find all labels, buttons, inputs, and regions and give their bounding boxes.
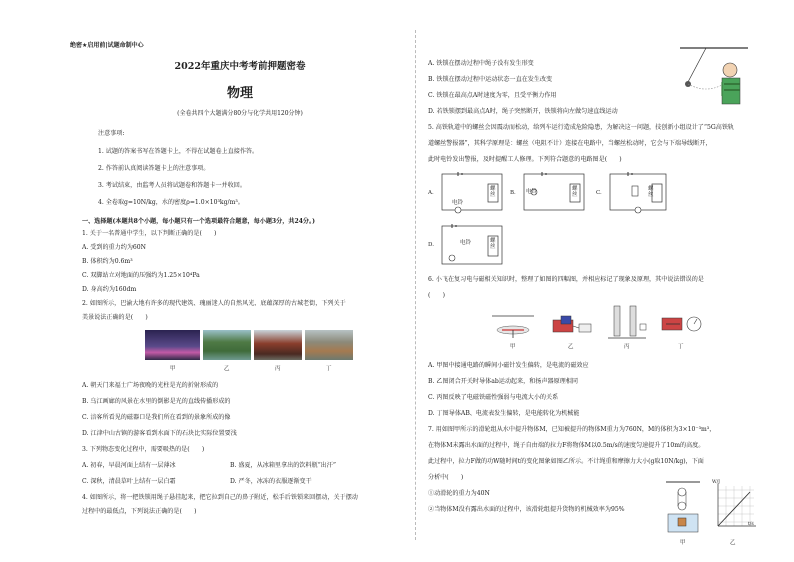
screw-label: 螺丝 [648,186,654,199]
instruction-item: 2. 作答前认真阅读答题卡上的注意事项。 [98,165,210,172]
circuit-label: C. [596,190,602,196]
chart-ylabel: W/J [712,480,720,485]
question-6-option-c: C. 丙图反映了电磁铁磁性强弱与电流大小的关系 [428,394,559,401]
question-4-option-d: D. 若铁锁摆到最高点A时，绳子突然断开，铁锁将向左做匀速直线运动 [428,108,618,115]
photo-wujiang [203,330,251,360]
question-7-statement: ②当物体M没有露出水面的过程中，该滑轮组提升货物的机械效率为95% [428,506,625,513]
photo-ciqikou [254,330,302,360]
bell-label: 电铃 [452,200,464,206]
circuit-label: B. [510,190,516,196]
figure-label: 乙 [568,344,574,350]
instruction-item: 4. 全卷取g=10N/kg，水的密度ρ=1.0×10³kg/m³。 [98,199,244,206]
question-4-stem: 4. 如图所示，将一把铁锁用绳子悬挂起来，把它拉到自己的鼻子附近，松手后铁锁来回摆动，关于摆动 [82,494,358,501]
chart-xlabel: t/s [748,522,754,527]
circuit-d-diagram [438,222,508,268]
question-6-stem: 6. 小飞在复习电与磁相关知识时，整理了如图的四幅图，并相应标记了现象及原理，其中说法错误的是 [428,276,704,283]
question-7-stem-cont: 在物体M未露出水面的过程中，绳子自由端的拉力F将物体M以0.5m/s的速度匀速提升了10m的高度。 [428,442,705,449]
figure-bing-electromagnet [604,302,650,344]
figure-label: 丙 [624,344,630,350]
question-6-stem-cont: ( ) [428,292,445,299]
column-divider [415,30,416,540]
figure-label: 乙 [730,540,736,546]
question-2-stem: 2. 如图所示，巴渝大地有许多的现代建筑、瑰丽迷人的自然风光、底蕴深厚的古城老街，下列关于 [82,300,346,307]
section-heading: 一、选择题(本题共8个小题，每小题只有一个选项最符合题意，每小题3分，共24分。) [82,218,315,225]
photo-chaotianmen [145,330,200,360]
question-2-option-a: A. 朝天门来福士广场夜晚的光柱是光的折射形成的 [82,382,219,389]
question-5-stem-cont: 道螺丝警报器”，其科学原理是：螺丝（电阻不计）连接在电路中，当螺丝松动时，它会与下端导线断开， [428,140,712,147]
question-5-stem-cont: 此时电铃发出警报，及时提醒工人修理。下列符合题意的电路图是( ) [428,156,622,163]
figure-ding-generator [656,306,706,342]
question-7-statement: ①动滑轮的重力为40N [428,490,490,497]
figure-label: 甲 [680,540,686,546]
question-1-option-c: C. 双脚站立对地面的压强约为1.25×10⁴Pa [82,272,200,279]
circuit-label: A. [428,190,434,196]
question-4-stem-cont: 过程中的最低点，下列说法正确的是( ) [82,508,197,515]
question-2-option-d: D. 江津中山古镇的游客看到水面下的石块比实际位置要浅 [82,430,237,437]
figure-jia-compass [488,306,538,342]
bell-label: 电铃 [460,240,472,246]
pulley-figure [662,480,704,536]
instructions-heading: 注意事项: [98,130,125,137]
screw-label: 螺丝 [572,186,578,199]
exam-title: 2022年重庆中考考前押题密卷 [174,61,306,72]
question-6-option-b: B. 乙图闭合开关时导体ab运动起来，和扬声器原理相同 [428,378,578,385]
subject-title: 物理 [226,86,253,101]
question-3-option-a: A. 初春，早晨河面上结有一层薄冰 [82,462,176,469]
circuit-a-diagram [438,170,508,214]
instruction-item: 1. 试题的答案书写在答题卡上，不得在试题卷上直接作答。 [98,148,259,155]
instruction-item: 3. 考试结束，由监考人员将试题卷和答题卡一并收回。 [98,182,246,189]
question-6-option-d: D. 丁图导体AB、电流表发生偏转，是电能转化为机械能 [428,410,580,417]
photo-label: 丙 [275,366,281,372]
question-1-stem: 1. 关于一名普通中学生，以下判断正确的是( ) [82,230,217,237]
question-1-option-d: D. 身高约为160dm [82,286,137,293]
question-7-stem-cont: 分析中( ) [428,474,464,481]
question-2-stem-cont: 美景说法正确的是( ) [82,314,148,321]
pendulum-figure [678,44,750,110]
figure-yi-motor [545,306,597,342]
question-1-option-b: B. 体积约为0.6m³ [82,258,133,265]
question-4-option-c: C. 铁锁在最高点A时速度为零，且受平衡力作用 [428,92,557,99]
question-2-option-b: B. 乌江画廊的风景在水里的倒影是光的直线传播形成的 [82,398,231,405]
screw-label: 螺丝 [490,238,496,251]
question-1-option-a: A. 受到的重力约为60N [82,244,147,251]
screw-label: 螺丝 [490,186,496,199]
photo-label: 乙 [224,366,230,372]
figure-label: 丁 [678,344,684,350]
question-5-stem: 5. 高铁轨道中的螺丝会因震动而松动，给列车运行造成危险隐患，为解决这一问题，技创新小组设计了“5G高铁轨 [428,124,735,131]
question-7-stem: 7. 用如图甲所示的滑轮组从水中提升物体M，已知被提升的物体M重力为760N，M的体积为3×10⁻³m³， [428,426,716,433]
question-3-option-c: C. 深秋，清晨草叶上结有一层白霜 [82,478,176,485]
question-4-option-b: B. 铁锁在摆动过程中运动状态一直在发生改变 [428,76,553,83]
question-2-option-c: C. 涪客所看见的磁器口是我们所在看到的景象所成的像 [82,414,231,421]
photo-label: 丁 [326,366,332,372]
secret-label: 绝密★启用前|试题命制中心 [70,42,144,49]
question-3-option-b: B. 盛夏，从冰箱里拿出的饮料瓶“出汗” [230,462,336,469]
photo-zhongshan [305,330,353,360]
bell-label: 电铃 [526,189,538,195]
exam-note: (全卷共四个大题满分80分与化学共用120分钟) [177,110,303,117]
question-6-option-a: A. 甲图中接通电路的瞬间小磁针发生偏转，是电流的磁效应 [428,362,589,369]
circuit-label: D. [428,242,434,248]
photo-label: 甲 [170,366,176,372]
question-3-stem: 3. 下列物态变化过程中，需要吸热的是( ) [82,446,205,453]
circuit-c-diagram [606,170,672,214]
question-7-stem-cont: 此过程中，拉力F做的功W随时间t的变化图象如图乙所示。不计绳重和摩擦力大小(g取10N/kg)，下面 [428,458,704,465]
figure-label: 甲 [510,344,516,350]
question-3-option-d: D. 严冬，冰冻的衣服逐渐变干 [230,478,312,485]
question-4-option-a: A. 铁锁在摆动过程中绳子没有发生形变 [428,60,534,67]
